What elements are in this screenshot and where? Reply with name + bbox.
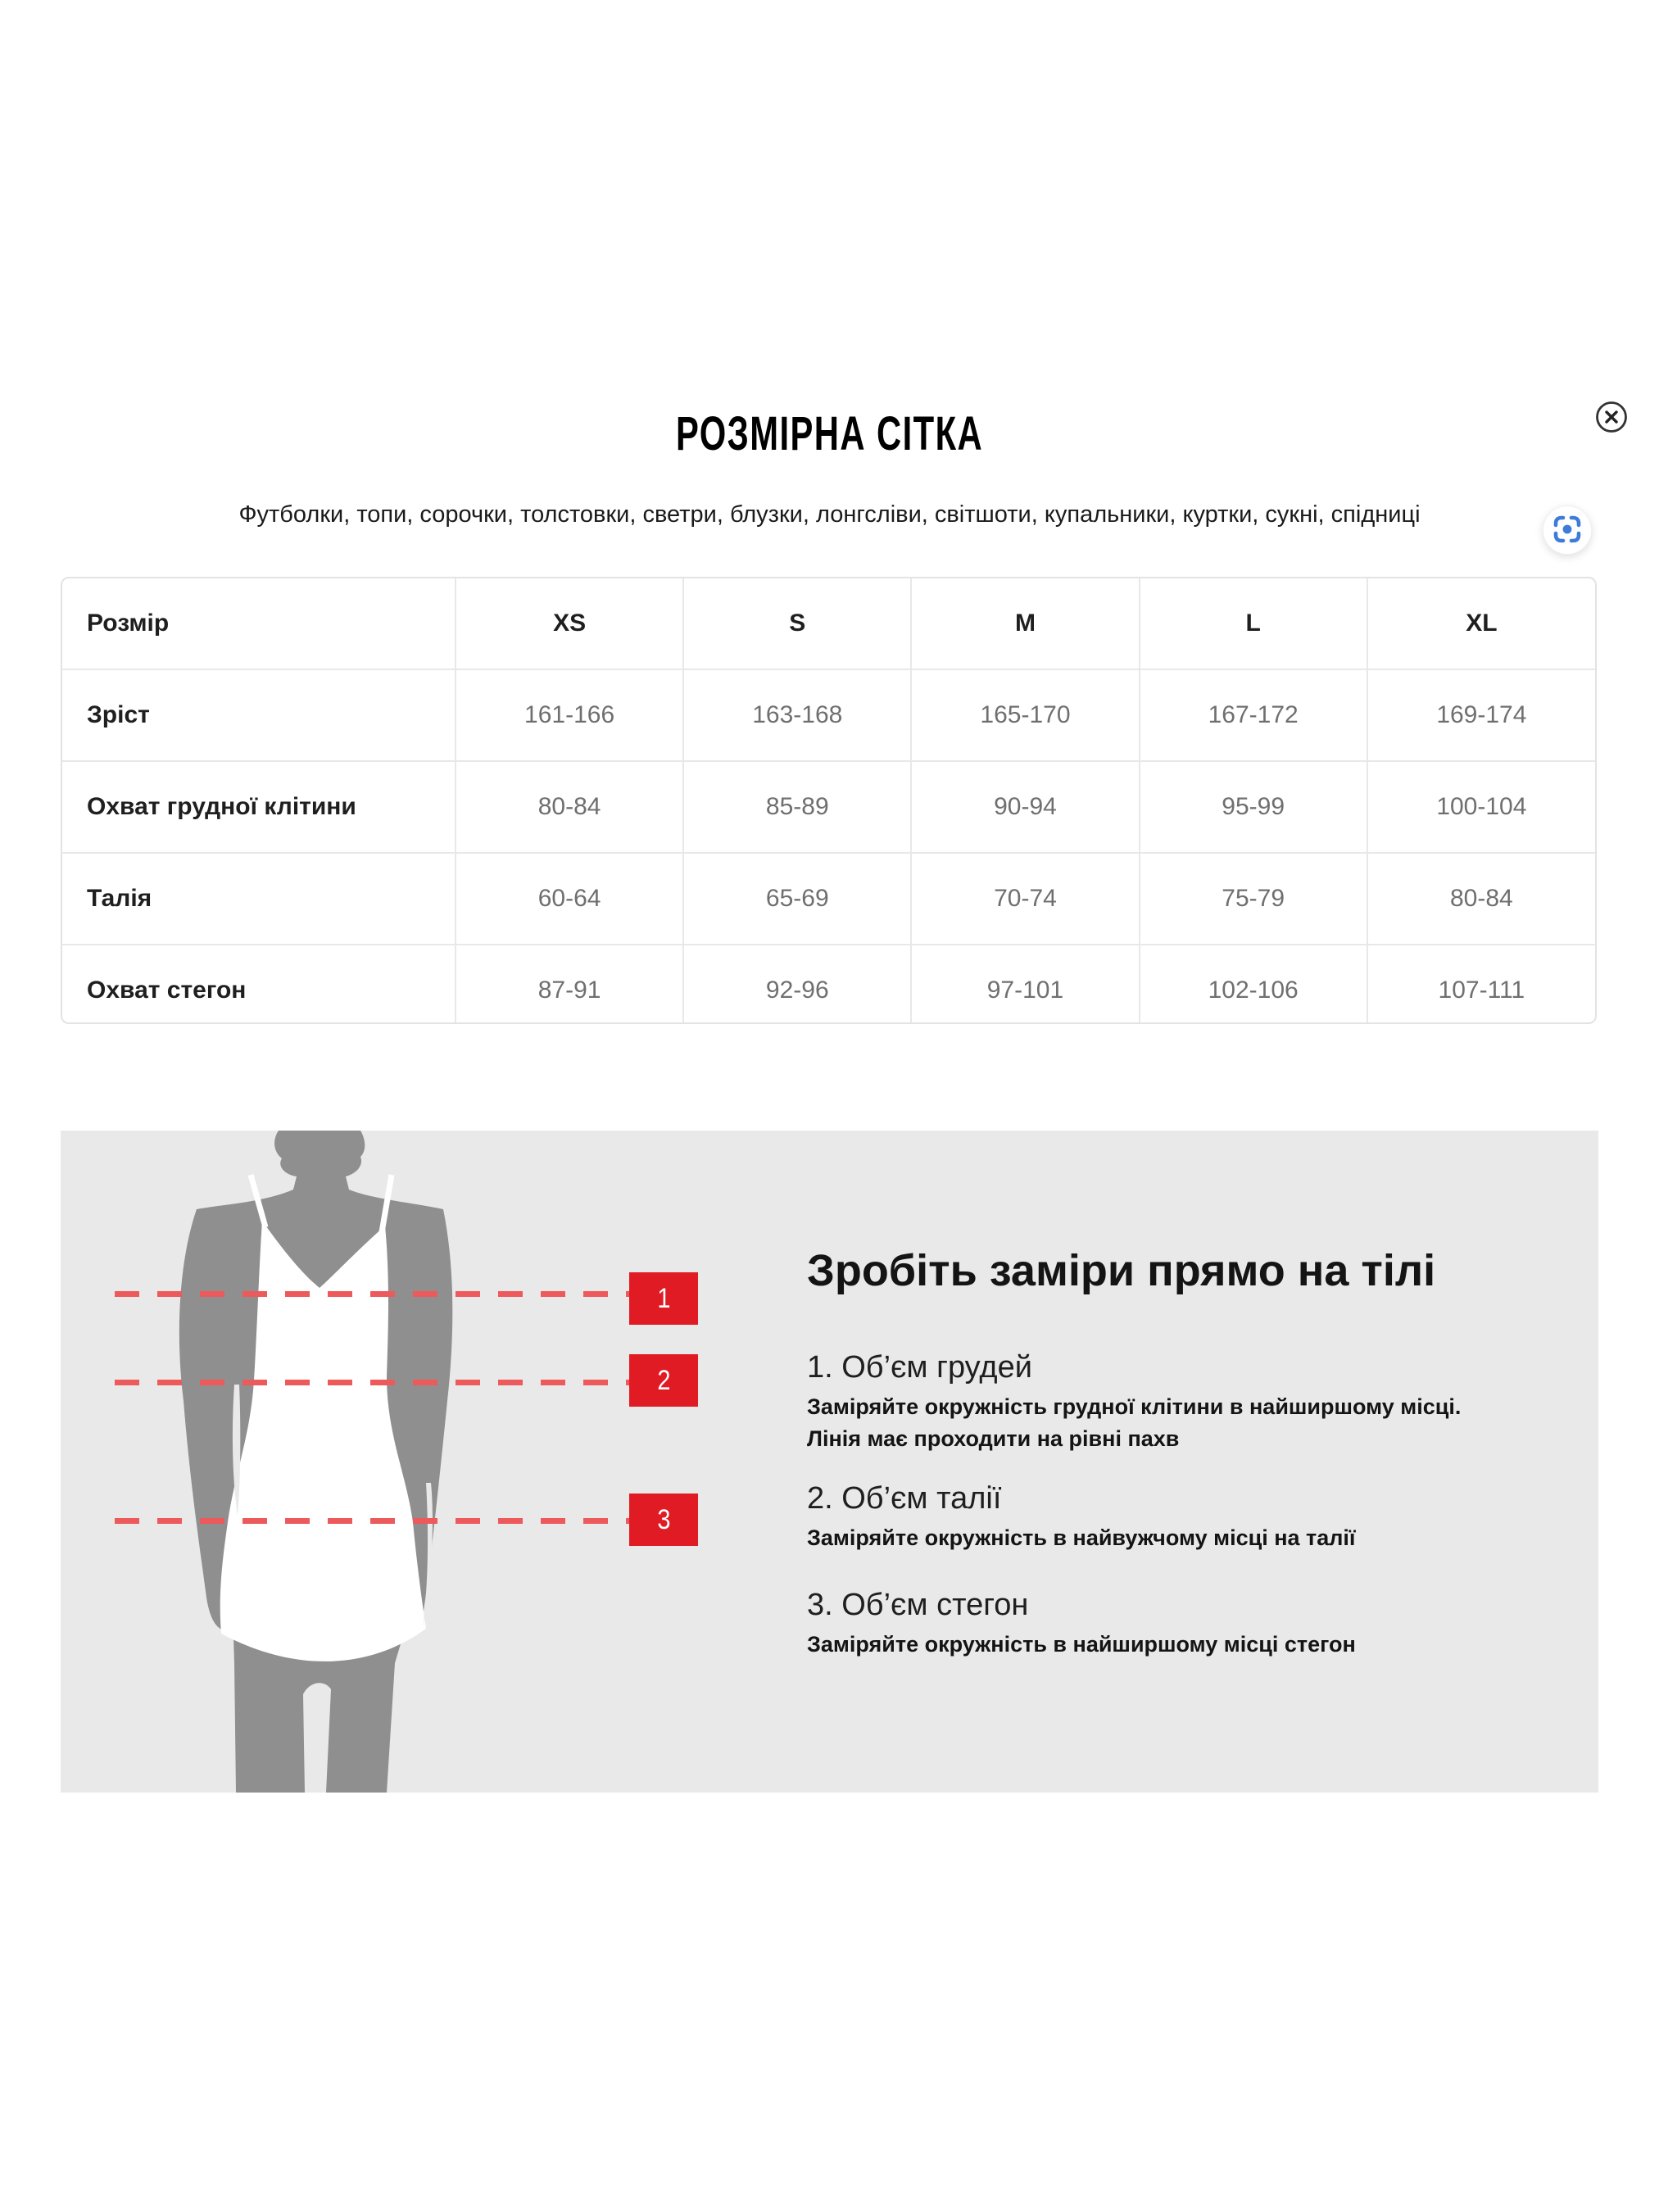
cell-value: 80-84 xyxy=(1367,853,1595,945)
row-label-height: Зріст xyxy=(62,669,456,761)
marker-chest xyxy=(629,1272,698,1325)
col-header-xs: XS xyxy=(456,578,683,669)
page-title-row xyxy=(0,406,1659,461)
lens-icon xyxy=(1552,514,1582,546)
measure-item-hips-text: Заміряйте окружність в найширшому місці стегон xyxy=(807,1632,1356,1657)
category-subtitle: Футболки, топи, сорочки, толстовки, светри, блузки, лонгсліви, світшоти, купальники, куртки, сукні, спідниці xyxy=(238,501,1421,528)
table-row xyxy=(62,761,1595,853)
measure-text-line: Заміряйте окружність грудної клітини в найширшому місці. xyxy=(807,1394,1462,1419)
measure-text-line: Лінія має проходити на рівні пахв xyxy=(807,1426,1180,1451)
measurement-panel xyxy=(61,1131,1598,1793)
cell-value: 102-106 xyxy=(1140,945,1367,1024)
cell-value: 75-79 xyxy=(1140,853,1367,945)
measure-item-waist-label: 2. Об’єм талії xyxy=(807,1481,1002,1516)
cell-value: 97-101 xyxy=(911,945,1139,1024)
cell-value: 80-84 xyxy=(456,761,683,853)
marker-number: 1 xyxy=(656,1282,671,1314)
marker-number: 3 xyxy=(656,1503,671,1535)
chest-measure-line xyxy=(115,1291,629,1297)
page-title: РОЗМІРНА СІТКА xyxy=(675,407,984,460)
col-header-s: S xyxy=(683,578,911,669)
measure-heading: Зробіть заміри прямо на тілі xyxy=(807,1246,1436,1295)
cell-value: 87-91 xyxy=(456,945,683,1024)
measure-item-hips-label: 3. Об’єм стегон xyxy=(807,1588,1029,1622)
marker-number: 2 xyxy=(656,1364,671,1396)
table-header-row xyxy=(62,578,1595,669)
measure-item-chest-label: 1. Об’єм грудей xyxy=(807,1350,1032,1385)
cell-value: 107-111 xyxy=(1367,945,1595,1024)
size-table xyxy=(61,577,1597,1024)
cell-value: 85-89 xyxy=(683,761,911,853)
table-row xyxy=(62,669,1595,761)
waist-measure-line xyxy=(115,1380,629,1385)
cell-value: 60-64 xyxy=(456,853,683,945)
col-header-xl: XL xyxy=(1367,578,1595,669)
hips-measure-line xyxy=(115,1518,629,1524)
cell-value: 167-172 xyxy=(1140,669,1367,761)
measure-item-chest-text xyxy=(807,1391,1461,1455)
marker-hips xyxy=(629,1494,698,1546)
col-header-l: L xyxy=(1140,578,1367,669)
cell-value: 165-170 xyxy=(911,669,1139,761)
cell-value: 95-99 xyxy=(1140,761,1367,853)
cell-value: 169-174 xyxy=(1367,669,1595,761)
body-silhouette-illustration xyxy=(61,1131,487,1793)
cell-value: 163-168 xyxy=(683,669,911,761)
measure-item-waist-text: Заміряйте окружність в найвужчому місці на талії xyxy=(807,1525,1356,1550)
marker-waist xyxy=(629,1354,698,1407)
cell-value: 92-96 xyxy=(683,945,911,1024)
table-row xyxy=(62,945,1595,1024)
row-label-chest: Охват грудної клітини xyxy=(62,761,456,853)
row-label-hips: Охват стегон xyxy=(62,945,456,1024)
cell-value: 70-74 xyxy=(911,853,1139,945)
row-label-waist: Талія xyxy=(62,853,456,945)
close-icon xyxy=(1595,424,1628,436)
image-search-button[interactable] xyxy=(1543,505,1592,555)
cell-value: 161-166 xyxy=(456,669,683,761)
table-row xyxy=(62,853,1595,945)
close-button[interactable] xyxy=(1595,401,1628,433)
cell-value: 100-104 xyxy=(1367,761,1595,853)
cell-value: 90-94 xyxy=(911,761,1139,853)
col-header-size: Розмір xyxy=(62,578,456,669)
cell-value: 65-69 xyxy=(683,853,911,945)
col-header-m: M xyxy=(911,578,1139,669)
